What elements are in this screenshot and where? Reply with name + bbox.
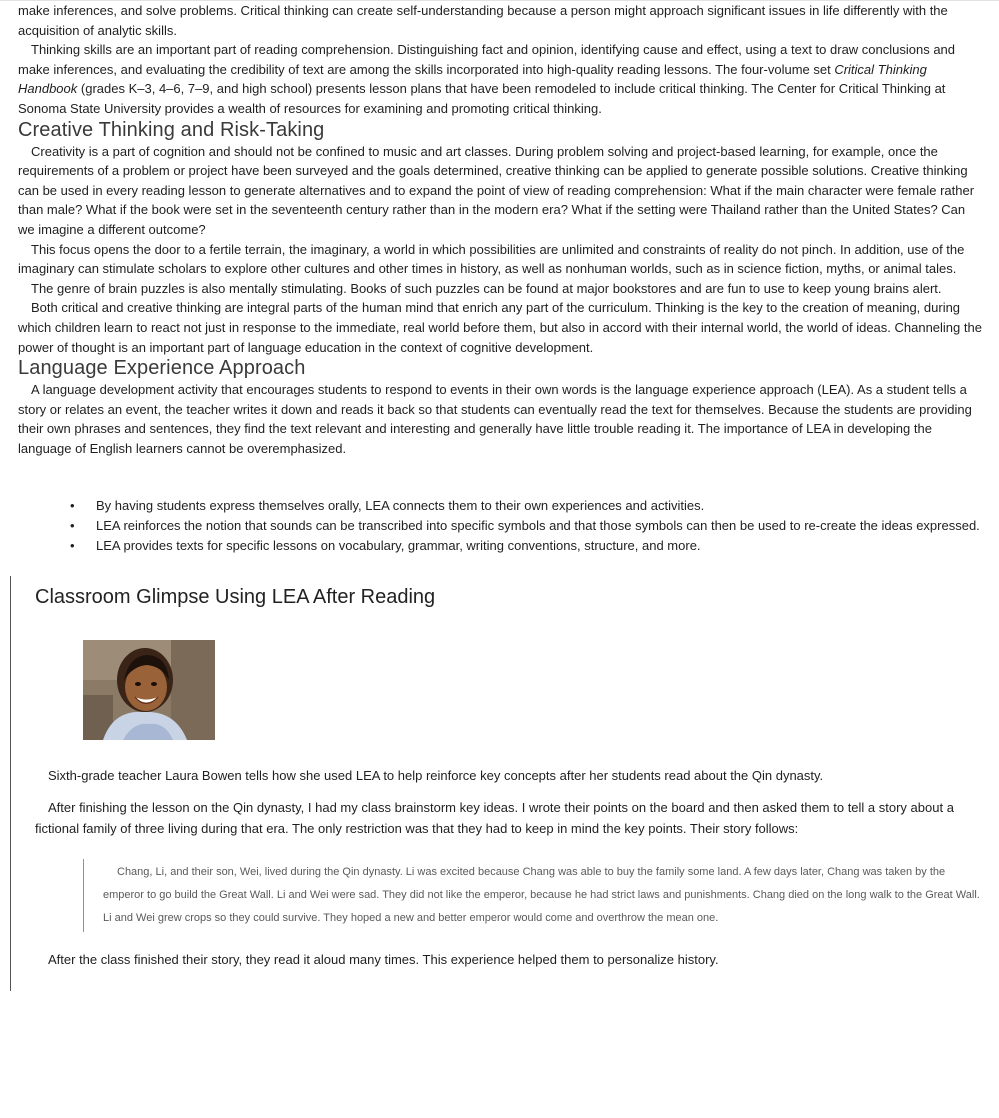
creative-paragraph-4: Both critical and creative thinking are integral parts of the human mind that enrich any part of the curriculum. Thinking is the key to the creation of meaning, during which children learn to react not just in response to the immediate, real world before them, but also in accord with their internal world, the world of ideas. Channeling the power of thought is an important part of language education in the context of cognitive development. <box>18 300 982 355</box>
bullet-text: LEA provides texts for specific lessons on vocabulary, grammar, writing conventions, structure, and more. <box>96 538 701 554</box>
bullet-icon: • <box>70 518 75 534</box>
reading-text-before-title: Thinking skills are an important part of reading comprehension. Distinguishing fact and opinion, identifying cause and effect, using a text to draw conclusions and make inferences, and evaluating the credibility of text are among the skills incorporated into high-quality reading lessons. The four-volume set <box>18 42 956 77</box>
reading-comprehension-paragraph <box>18 40 985 118</box>
reading-text-after-title: (grades K–3, 4–6, 7–9, and high school) presents lesson plans that have been remodeled to include critical thinking. The Center for Critical Thinking at Sonoma State University provides a wealth of resources for examining and promoting critical thinking. <box>18 81 946 116</box>
glimpse-outro: After the class finished their story, they read it aloud many times. This experience helped them to personalize history. <box>48 951 719 967</box>
bullet-text: By having students express themselves orally, LEA connects them to their own experiences and activities. <box>96 498 705 514</box>
glimpse-story-paragraph: After finishing the lesson on the Qin dynasty, I had my class brainstorm key ideas. I wrote their points on the board and then asked them to tell a story about a fictional family of three living during that era. The only restriction was that they had to keep in mind the key points. Their story follows: <box>35 799 954 837</box>
classroom-glimpse-box <box>10 576 985 991</box>
list-item <box>70 496 985 516</box>
creative-paragraph-3: The genre of brain puzzles is also mentally stimulating. Books of such puzzles can be found at major bookstores and are fun to use to keep young brains alert. <box>31 280 942 296</box>
intro-fragment-paragraph: make inferences, and solve problems. Critical thinking can create self-understanding because a person might approach significant issues in life differently with the acquisition of analytic skills. <box>18 3 948 38</box>
classroom-glimpse-heading: Classroom Glimpse Using LEA After Reading <box>35 585 436 608</box>
article-body <box>0 1 999 991</box>
list-item <box>70 536 985 556</box>
creative-paragraph-2: This focus opens the door to a fertile terrain, the imaginary, a world in which possibilities are unlimited and constraints of reality do not pinch. In addition, use of the imaginary can stimulate scholars to explore other cultures and other times in history, as well as nonhuman worlds, such as in science fiction, myths, or animal tales. <box>18 241 965 277</box>
lea-bullet-list <box>18 496 985 555</box>
bullet-icon: • <box>70 538 75 554</box>
bullet-text: LEA reinforces the notion that sounds can be transcribed into specific symbols and that those symbols can then be used to re-create the ideas expressed. <box>96 518 980 534</box>
lea-paragraph: A language development activity that encourages students to respond to events in their own words is the language experience approach (LEA). As a student tells a story or relates an event, the teacher writes it down and reads it back so that students can eventually read the text for themselves. Because the students are providing their own phrases and sentences, they find the text relevant and interesting and generally have little trouble reading it. The importance of LEA in developing the language of English learners cannot be overemphasized. <box>18 382 972 456</box>
creative-paragraph-1: Creativity is a part of cognition and should not be confined to music and art classes. During problem solving and project-based learning, for example, once the requirements of a problem or project have been surveyed and the goals determined, creative thinking can be applied to generate possible solutions. Creative thinking can be used in every reading lesson to generate alternatives and to expand the point of view of reading comprehension: What if the main character were female rather than male? What if the book were set in the seventeenth century rather than in the modern era? What if the setting were Thailand rather than the United States? Can we imagine a different outcome? <box>18 143 975 237</box>
list-item <box>70 516 985 536</box>
glimpse-intro: Sixth-grade teacher Laura Bowen tells how she used LEA to help reinforce key concepts after her students read about the Qin dynasty. <box>48 767 824 783</box>
student-photo <box>83 640 215 740</box>
bullet-icon: • <box>70 498 75 514</box>
language-experience-heading: Language Experience Approach <box>18 357 306 380</box>
student-story-quote: Chang, Li, and their son, Wei, lived during the Qin dynasty. Li was excited because Chang was able to buy the family some land. A few days later, Chang was taken by the emperor to go build the Great Wall. Li and Wei were sad. They did not like the emperor, because he had strict laws and punishments. Chang died on the long walk to the Great Wall. Li and Wei grew crops so they could survive. They hoped a new and better emperor would come and overthrow the mean one. <box>83 859 985 932</box>
creative-thinking-heading: Creative Thinking and Risk-Taking <box>18 118 325 141</box>
book-title: Critical Thinking Handbook <box>18 61 927 97</box>
